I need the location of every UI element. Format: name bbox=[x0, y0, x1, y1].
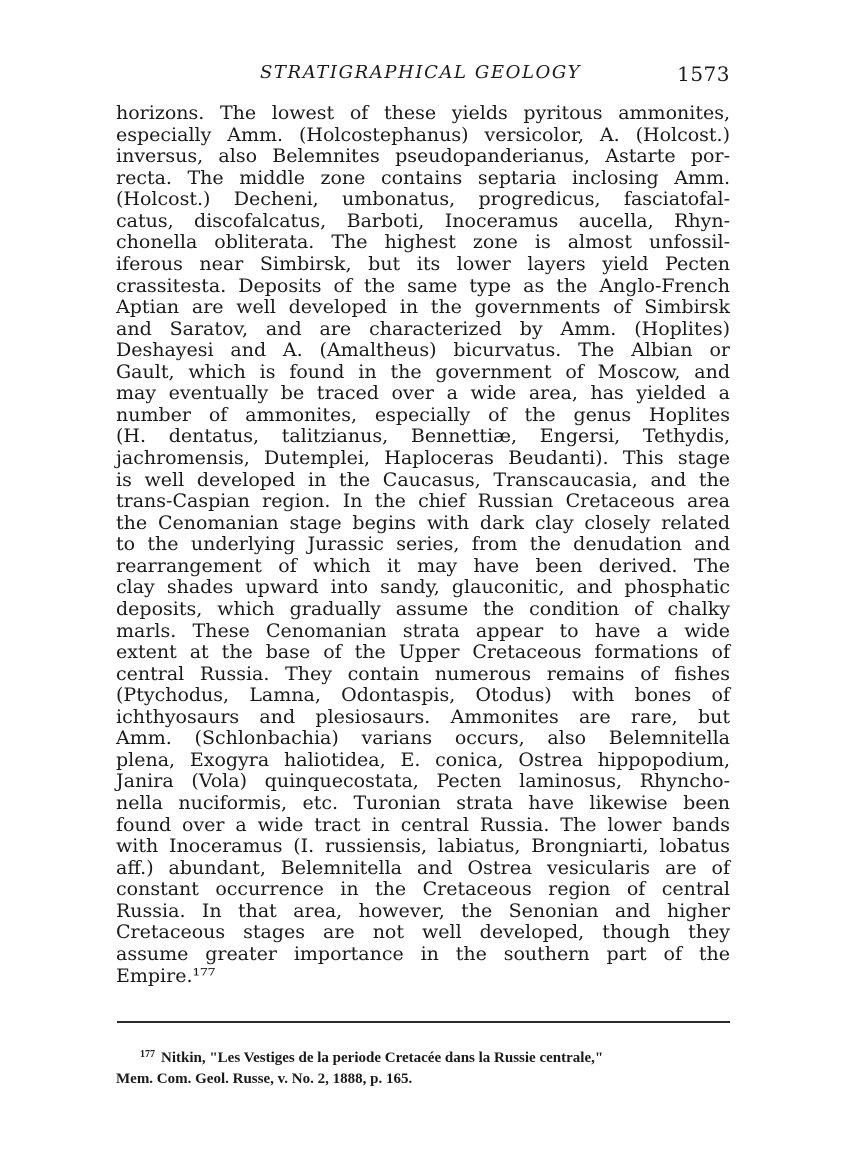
text-line: (H. dentatus, talitzianus, Bennettiæ, Engersi, Tethydis, bbox=[116, 425, 730, 448]
text-line: marls. These Cenomanian strata appear to have a wide bbox=[116, 619, 730, 642]
text-line: extent at the base of the Upper Cretaceous formations of bbox=[116, 641, 730, 664]
text-line: Deshayesi and A. (Amaltheus) bicurvatus. The Albian or bbox=[116, 339, 730, 362]
footnote-line: Mem. Com. Geol. Russe, v. No. 2, 1888, p. 165. bbox=[116, 1071, 413, 1087]
text-line: with Inoceramus (I. russiensis, labiatus, Brongniarti, lobatus bbox=[116, 835, 730, 858]
footnote-number: 177 bbox=[140, 1049, 155, 1060]
text-line: central Russia. They contain numerous remains of fishes bbox=[116, 662, 730, 685]
text-line: the Cenomanian stage begins with dark clay closely related bbox=[116, 511, 730, 534]
running-header bbox=[116, 62, 730, 86]
page-number: 1573 bbox=[677, 62, 730, 86]
text-line: Aptian are well developed in the governments of Simbirsk bbox=[116, 296, 730, 319]
text-line: crassitesta. Deposits of the same type as the Anglo-French bbox=[116, 274, 730, 297]
text-line: Amm. (Schlonbachia) varians occurs, also Belemnitella bbox=[116, 727, 730, 750]
text-line: and Saratov, and are characterized by Amm. (Hoplites) bbox=[116, 317, 730, 340]
text-line: catus, discofalcatus, Barboti, Inoceramus aucella, Rhyn- bbox=[116, 209, 730, 232]
text-line: to the underlying Jurassic series, from the denudation and bbox=[116, 533, 730, 556]
footnote-rule bbox=[117, 1021, 730, 1023]
text-line: found over a wide tract in central Russia. The lower bands bbox=[116, 813, 730, 836]
running-title: STRATIGRAPHICAL GEOLOGY bbox=[260, 62, 582, 83]
text-line: especially Amm. (Holcostephanus) versicolor, A. (Holcost.) bbox=[116, 123, 730, 146]
text-line: iferous near Simbirsk, but its lower layers yield Pecten bbox=[116, 252, 730, 275]
text-line: rearrangement of which it may have been derived. The bbox=[116, 554, 730, 577]
text-line: clay shades upward into sandy, glauconitic, and phosphatic bbox=[116, 576, 730, 599]
text-line: assume greater importance in the southern part of the bbox=[116, 942, 730, 965]
text-line: plena, Exogyra haliotidea, E. conica, Ostrea hippopodium, bbox=[116, 748, 730, 771]
text-line: trans-Caspian region. In the chief Russian Cretaceous area bbox=[116, 490, 730, 513]
text-line: recta. The middle zone contains septaria inclosing Amm. bbox=[116, 166, 730, 189]
text-line: Gault, which is found in the government of Moscow, and bbox=[116, 360, 730, 383]
text-line: chonella obliterata. The highest zone is almost unfossil- bbox=[116, 231, 730, 254]
body-text bbox=[116, 103, 730, 987]
text-line: nella nuciformis, etc. Turonian strata have likewise been bbox=[116, 792, 730, 814]
text-line: (Ptychodus, Lamna, Odontaspis, Otodus) with bones of bbox=[116, 684, 730, 707]
text-line: Empire.¹⁷⁷ bbox=[116, 964, 216, 987]
text-line: deposits, which gradually assume the condition of chalky bbox=[116, 597, 730, 620]
text-line: is well developed in the Caucasus, Transcaucasia, and the bbox=[116, 468, 730, 491]
text-line: Russia. In that area, however, the Senonian and higher bbox=[116, 899, 730, 922]
text-line: Cretaceous stages are not well developed, though they bbox=[116, 921, 730, 944]
footnote-citation-text: Nitkin, "Les Vestiges de la periode Cretacée dans la Russie centrale," bbox=[161, 1050, 604, 1066]
text-line: ichthyosaurs and plesiosaurs. Ammonites are rare, but bbox=[116, 705, 730, 728]
text-line: Janira (Vola) quinquecostata, Pecten laminosus, Rhyncho- bbox=[116, 770, 730, 793]
text-line: (Holcost.) Decheni, umbonatus, progredicus, fasciatofal- bbox=[116, 188, 730, 211]
text-line: number of ammonites, especially of the genus Hoplites bbox=[116, 403, 730, 426]
text-line: horizons. The lowest of these yields pyritous ammonites, bbox=[116, 102, 730, 124]
footnote-line bbox=[116, 1044, 730, 1069]
footnote bbox=[116, 1044, 730, 1090]
text-line: inversus, also Belemnites pseudopanderianus, Astarte por- bbox=[116, 145, 730, 168]
text-line: aff.) abundant, Belemnitella and Ostrea vesicularis are of bbox=[116, 856, 730, 879]
text-line: constant occurrence in the Cretaceous region of central bbox=[116, 878, 730, 901]
text-line: may eventually be traced over a wide area, has yielded a bbox=[116, 382, 730, 405]
text-line: jachromensis, Dutemplei, Haploceras Beudanti). This stage bbox=[116, 447, 730, 469]
